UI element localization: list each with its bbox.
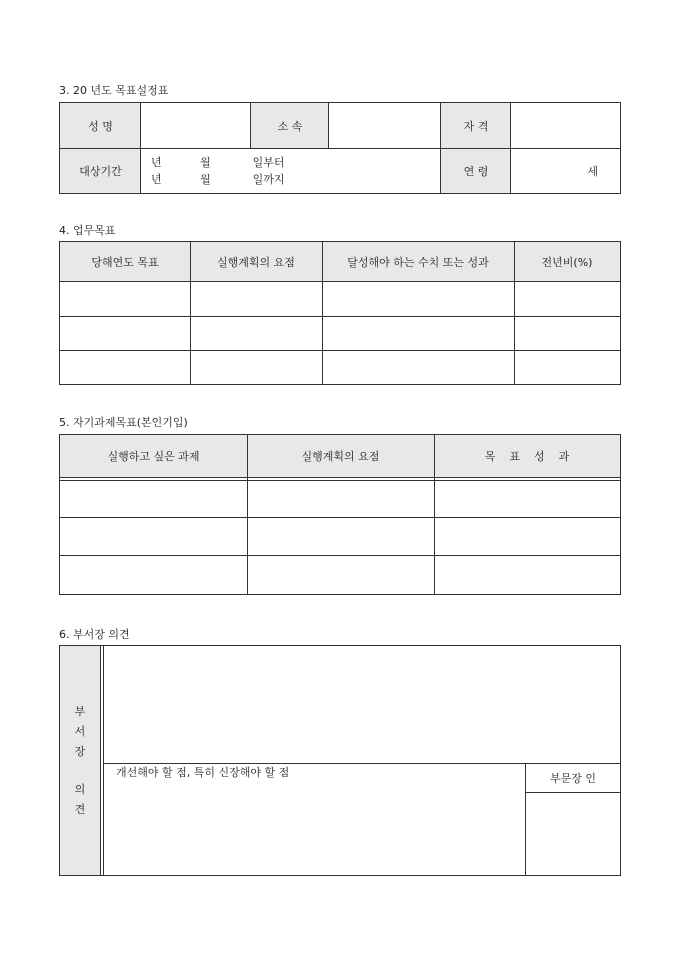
dept-value-cell[interactable] [329,103,441,148]
manager-side-label [60,646,100,875]
dept-label-cell [251,103,329,148]
self-task-table [59,434,621,595]
table-row[interactable] [60,481,620,517]
head-seal-area[interactable] [526,793,620,875]
qual-label: 자 격 [463,119,489,133]
table-row[interactable] [60,556,620,594]
table-row[interactable] [60,351,620,384]
table-row[interactable] [60,518,620,555]
header-target-result-text: 목 표 성 과 [484,450,570,463]
header-task-text: 실행하고 싶은 과제 [107,450,200,463]
side-label-bottom: 의 견 [74,782,86,816]
goal-setting-table [59,102,621,194]
head-seal-label-cell [526,764,620,792]
work-goal-table [59,241,621,385]
qual-value-cell[interactable] [511,103,620,148]
period-label-cell [60,148,141,193]
age-unit: 세 [587,164,598,178]
header-plan-points [247,435,434,477]
header-plan-points-text: 실행계획의 요점 [301,450,380,463]
name-label-cell [60,103,141,148]
table-row[interactable] [60,317,620,350]
table-row[interactable] [60,282,620,316]
header-plan-points [190,242,322,281]
header-task [60,435,247,477]
period-value-cell[interactable] [141,148,441,193]
header-target-result [434,435,620,477]
period-label: 대상기간 [79,164,122,178]
manager-opinion-box [59,645,621,876]
header-current-goal-text: 당해연도 목표 [91,255,159,269]
name-label: 성 명 [88,119,113,133]
age-label: 연 령 [463,164,489,178]
section5-title: 5. 자기과제목표(본인기입) [59,416,188,429]
section6-title: 6. 부서장 의견 [59,628,130,641]
header-plan-points-text: 실행계획의 요점 [217,255,295,269]
name-value-cell[interactable] [141,103,251,148]
opinion-text-area[interactable] [104,646,620,762]
improve-label: 개선해야 할 점, 특히 신장해야 할 점 [116,766,290,779]
qual-label-cell [441,103,511,148]
dept-label: 소 속 [277,119,303,133]
period-from: 년 월 일부터 [151,155,285,169]
header-current-goal [60,242,190,281]
head-seal-label: 부문장 인 [549,772,596,785]
section4-title: 4. 업무목표 [59,224,116,237]
header-yoy-text: 전년비(%) [541,255,593,269]
side-label-top: 부 서 장 [74,704,86,758]
age-label-cell [441,148,511,193]
header-target-figure [322,242,514,281]
period-to: 년 월 일까지 [151,172,285,186]
improve-text-area[interactable] [104,778,525,875]
section3-title: 3. 20 년도 목표설정표 [59,84,169,97]
header-target-figure-text: 달성해야 하는 수치 또는 성과 [347,255,489,269]
header-yoy [514,242,620,281]
age-value-cell[interactable] [511,148,620,193]
